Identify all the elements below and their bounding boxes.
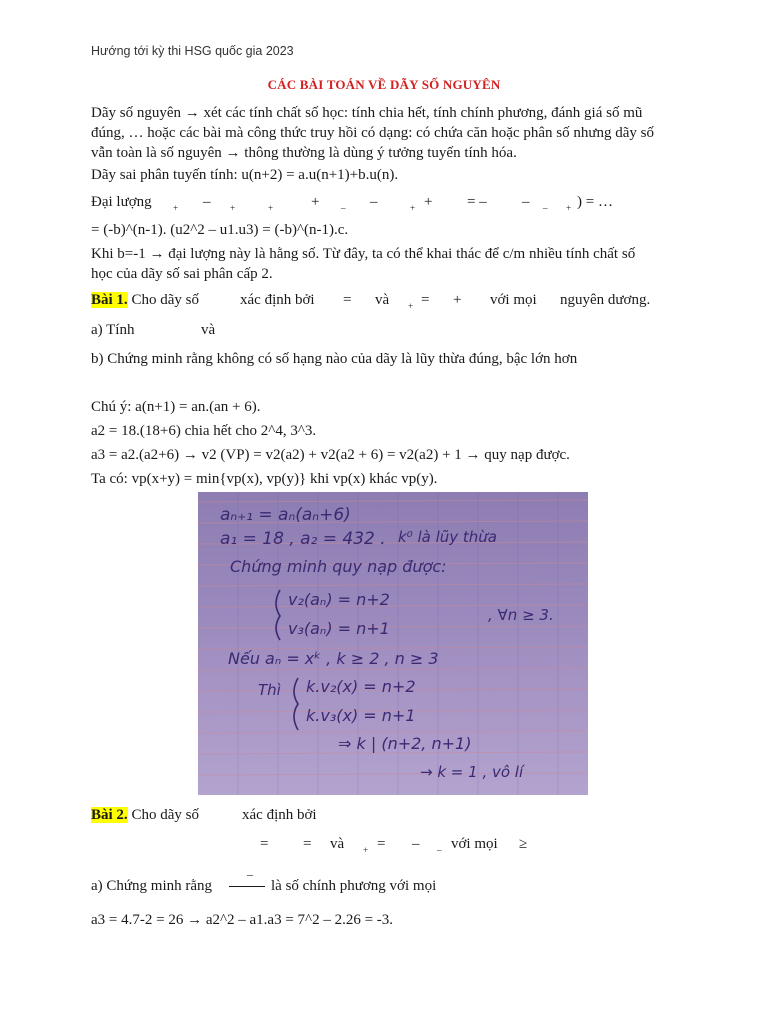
hw-line-divides: ⇒ k | (n+2, n+1) [338, 734, 472, 753]
note-line-4: Ta có: vp(x+y) = min{vp(x), vp(y)} khi vp(x) khác vp(y). [91, 471, 438, 487]
problem-1-label: Bài 1. [91, 292, 128, 308]
formula-fragment: ≥ [519, 836, 528, 852]
formula-fragment: = – [467, 194, 487, 210]
formula-fragment: – [341, 203, 346, 213]
problem-2-part-a-post: là số chính phương với mọi [271, 878, 437, 894]
hw-line-then: Thì [258, 681, 281, 699]
formula-fragment: + [363, 845, 369, 855]
hw-line-forall: , ∀n ≥ 3. [488, 606, 554, 624]
intro-line-5-end: ) = … [577, 194, 613, 210]
formula-fragment: – [247, 867, 253, 881]
handwritten-solution-photo [198, 492, 588, 795]
intro-line-4: Dãy sai phân tuyến tính: u(n+2) = a.u(n+1)+b.u(n). [91, 167, 399, 183]
formula-fragment: – [522, 194, 530, 210]
problem-2-statement [91, 805, 199, 825]
formula-fragment: = [303, 836, 312, 852]
hw-line-conclusion: → k = 1 , vô lí [420, 763, 524, 781]
formula-fragment: + [566, 203, 572, 213]
formula-fragment: + [173, 203, 179, 213]
problem-2-label: Bài 2. [91, 807, 128, 823]
intro-line-7: Khi b=-1 → đại lượng này là hằng số. Từ đây, ta có thể khai thác để c/m nhiều tính chất số [91, 246, 636, 262]
problem-2-row-for: với mọi [451, 836, 498, 852]
problem-1-part-a: a) Tính [91, 322, 135, 338]
formula-fragment: = [260, 836, 269, 852]
problem-1-text-c: và [375, 292, 390, 308]
problem-1-text-e: nguyên dương. [560, 292, 651, 308]
formula-fragment: = [343, 292, 352, 308]
formula-fragment: = [421, 292, 430, 308]
problem-1-text-a: Cho dãy số [131, 292, 199, 308]
hw-line-v2: v₂(aₙ) = n+2 [288, 590, 390, 609]
intro-line-3: vẫn toàn là số nguyên → thông thường là dùng ý tưởng tuyến tính hóa. [91, 145, 517, 161]
hw-line-values: a₁ = 18 , a₂ = 432 . [220, 529, 386, 549]
formula-fragment: – [412, 836, 420, 852]
formula-fragment: + [424, 194, 433, 210]
intro-line-8: học của dãy số sai phân cấp 2. [91, 266, 273, 282]
formula-fragment: – [203, 194, 211, 210]
formula-fragment: + [408, 301, 414, 311]
hw-line-kv2: k.v₂(x) = n+2 [306, 677, 416, 696]
hw-line-suppose: Nếu aₙ = xᵏ , k ≥ 2 , n ≥ 3 [228, 649, 439, 668]
intro-line-6: = (-b)^(n-1). (u2^2 – u1.u3) = (-b)^(n-1).c. [91, 222, 349, 238]
page-header: Hướng tới kỳ thi HSG quốc gia 2023 [91, 44, 294, 58]
problem-1-text-b: xác định bởi [240, 292, 315, 308]
document-title: CÁC BÀI TOÁN VỀ DÃY SỐ NGUYÊN [267, 77, 501, 92]
formula-fragment: = [377, 836, 386, 852]
hw-line-note: k⁰ là lũy thừa [398, 528, 498, 546]
problem-1-statement [91, 290, 199, 310]
intro-line-5-label: Đại lượng [91, 194, 152, 210]
problem-2-row-and: và [330, 836, 345, 852]
intro-line-1: Dãy số nguyên → xét các tính chất số học: tính chia hết, tính chính phương, đánh giá số mũ [91, 105, 643, 121]
problem-1-text-d: với mọi [490, 292, 537, 308]
problem-2-text-a: Cho dãy số [131, 807, 199, 823]
formula-fragment: + [230, 203, 236, 213]
formula-fragment: + [410, 203, 416, 213]
formula-fragment: – [437, 845, 442, 855]
problem-2-text-b: xác định bởi [242, 807, 317, 823]
formula-fragment: + [453, 292, 462, 308]
formula-fragment: + [311, 194, 320, 210]
note-line-1: Chú ý: a(n+1) = an.(an + 6). [91, 399, 261, 415]
formula-fragment: – [543, 203, 548, 213]
intro-line-2: đúng, … hoặc các bài mà công thức truy hồi có dạng: có chứa căn hoặc phân số nhưng dãy số [91, 125, 654, 141]
problem-1-part-b: b) Chứng minh rằng không có số hạng nào của dãy là lũy thừa đúng, bậc lớn hơn [91, 351, 578, 367]
problem-2-part-a: a) Chứng minh rằng [91, 878, 213, 894]
hw-line-recurrence: aₙ₊₁ = aₙ(aₙ+6) [220, 505, 351, 525]
formula-fragment: + [268, 203, 274, 213]
notebook-page-drawing [198, 492, 588, 795]
hw-brace-2 [294, 678, 298, 730]
hw-line-kv3: k.v₃(x) = n+1 [306, 706, 416, 725]
hw-line-v3: v₃(aₙ) = n+1 [288, 619, 390, 638]
hw-line-induction: Chứng minh quy nạp được: [230, 557, 447, 576]
formula-fragment: – [370, 194, 378, 210]
note-line-3: a3 = a2.(a2+6) → v2 (VP) = v2(a2) + v2(a2 + 6) = v2(a2) + 1 → quy nạp được. [91, 447, 570, 463]
problem-1-part-a-and: và [201, 322, 216, 338]
fraction-bar [229, 886, 265, 887]
problem-2-computation: a3 = 4.7-2 = 26 → a2^2 – a1.a3 = 7^2 – 2.26 = -3. [91, 912, 394, 928]
note-line-2: a2 = 18.(18+6) chia hết cho 2^4, 3^3. [91, 423, 317, 439]
